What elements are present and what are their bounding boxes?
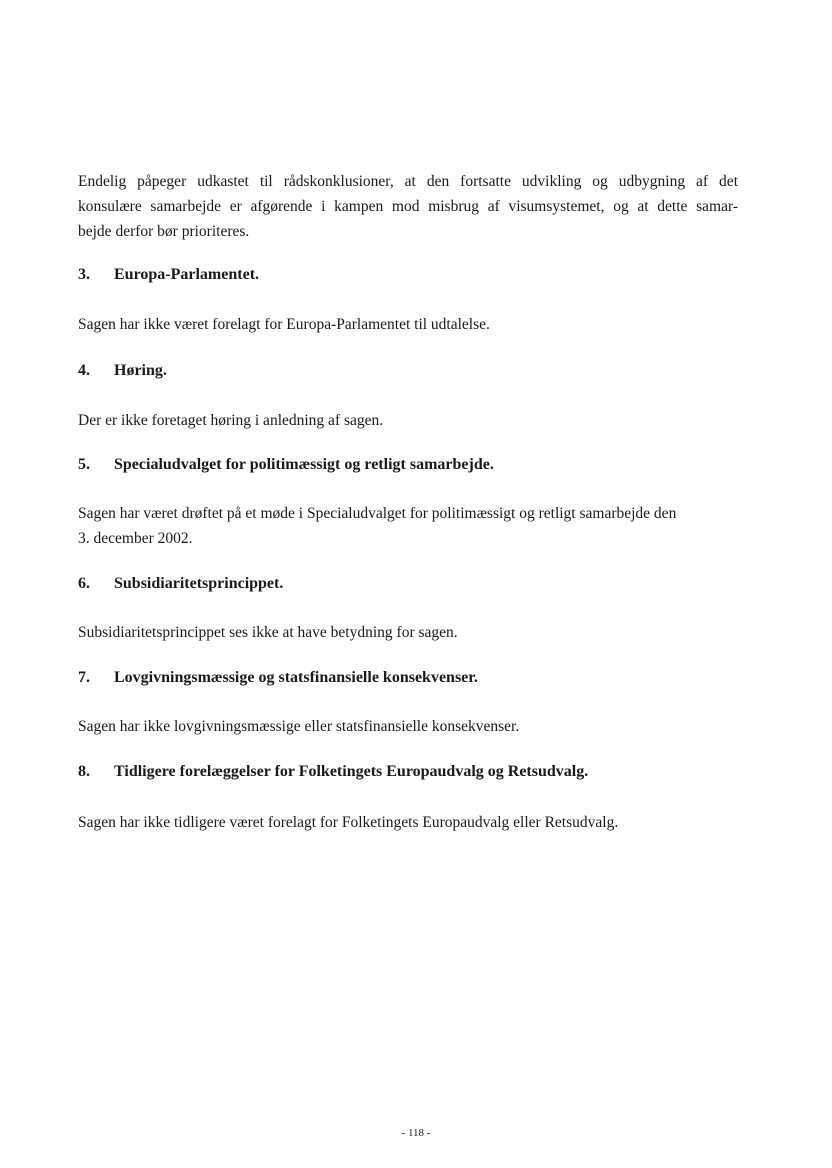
body-line: 3. december 2002.: [78, 530, 193, 547]
page-number: - 118 -: [401, 1127, 431, 1139]
section-heading-8: [78, 763, 588, 781]
section-number: 8.: [78, 763, 90, 780]
body-line: Sagen har ikke lovgivningsmæssige eller statsfinansielle konsekvenser.: [78, 718, 520, 735]
section-number: 7.: [78, 669, 90, 686]
section-number: 6.: [78, 575, 90, 592]
body-line: Sagen har ikke været forelagt for Europa-Parlamentet til udtalelse.: [78, 316, 490, 333]
section-body-4: [78, 408, 738, 433]
section-body-6: [78, 620, 738, 645]
section-title: Høring.: [114, 362, 167, 379]
intro-line: bejde derfor bør prioriteres.: [78, 223, 250, 240]
section-heading-4: [78, 362, 167, 380]
section-body-3: [78, 312, 738, 337]
body-line: Der er ikke foretaget høring i anledning af sagen.: [78, 412, 384, 429]
section-number: 5.: [78, 456, 90, 473]
section-title: Tidligere forelæggelser for Folketingets Europaudvalg og Retsudvalg.: [114, 763, 589, 780]
document-page: [78, 0, 738, 1168]
intro-paragraph: [78, 169, 738, 244]
section-body-8: [78, 810, 738, 835]
body-line: Sagen har ikke tidligere været forelagt for Folketingets Europaudvalg eller Retsudvalg.: [78, 814, 619, 831]
section-title: Specialudvalget for politimæssigt og retligt samarbejde.: [114, 456, 494, 473]
section-heading-6: [78, 575, 283, 593]
section-heading-3: [78, 266, 259, 284]
section-body-7: [78, 714, 738, 739]
section-title: Subsidiaritetsprincippet.: [114, 575, 284, 592]
section-heading-5: [78, 456, 494, 474]
body-line: Subsidiaritetsprincippet ses ikke at have betydning for sagen.: [78, 624, 458, 641]
intro-line: Endelig påpeger udkastet til rådskonklusioner, at den fortsatte udvikling og udbygning af det: [78, 173, 738, 190]
body-line: Sagen har været drøftet på et møde i Specialudvalget for politimæssigt og retligt samarbejde den: [78, 505, 677, 522]
section-heading-7: [78, 669, 478, 687]
intro-line: konsulære samarbejde er afgørende i kampen mod misbrug af visumsystemet, og at dette samar-: [78, 198, 738, 215]
section-number: 3.: [78, 266, 90, 283]
section-title: Europa-Parlamentet.: [114, 266, 260, 283]
section-number: 4.: [78, 362, 90, 379]
section-title: Lovgivningsmæssige og statsfinansielle konsekvenser.: [114, 669, 478, 686]
section-body-5: [78, 501, 738, 551]
